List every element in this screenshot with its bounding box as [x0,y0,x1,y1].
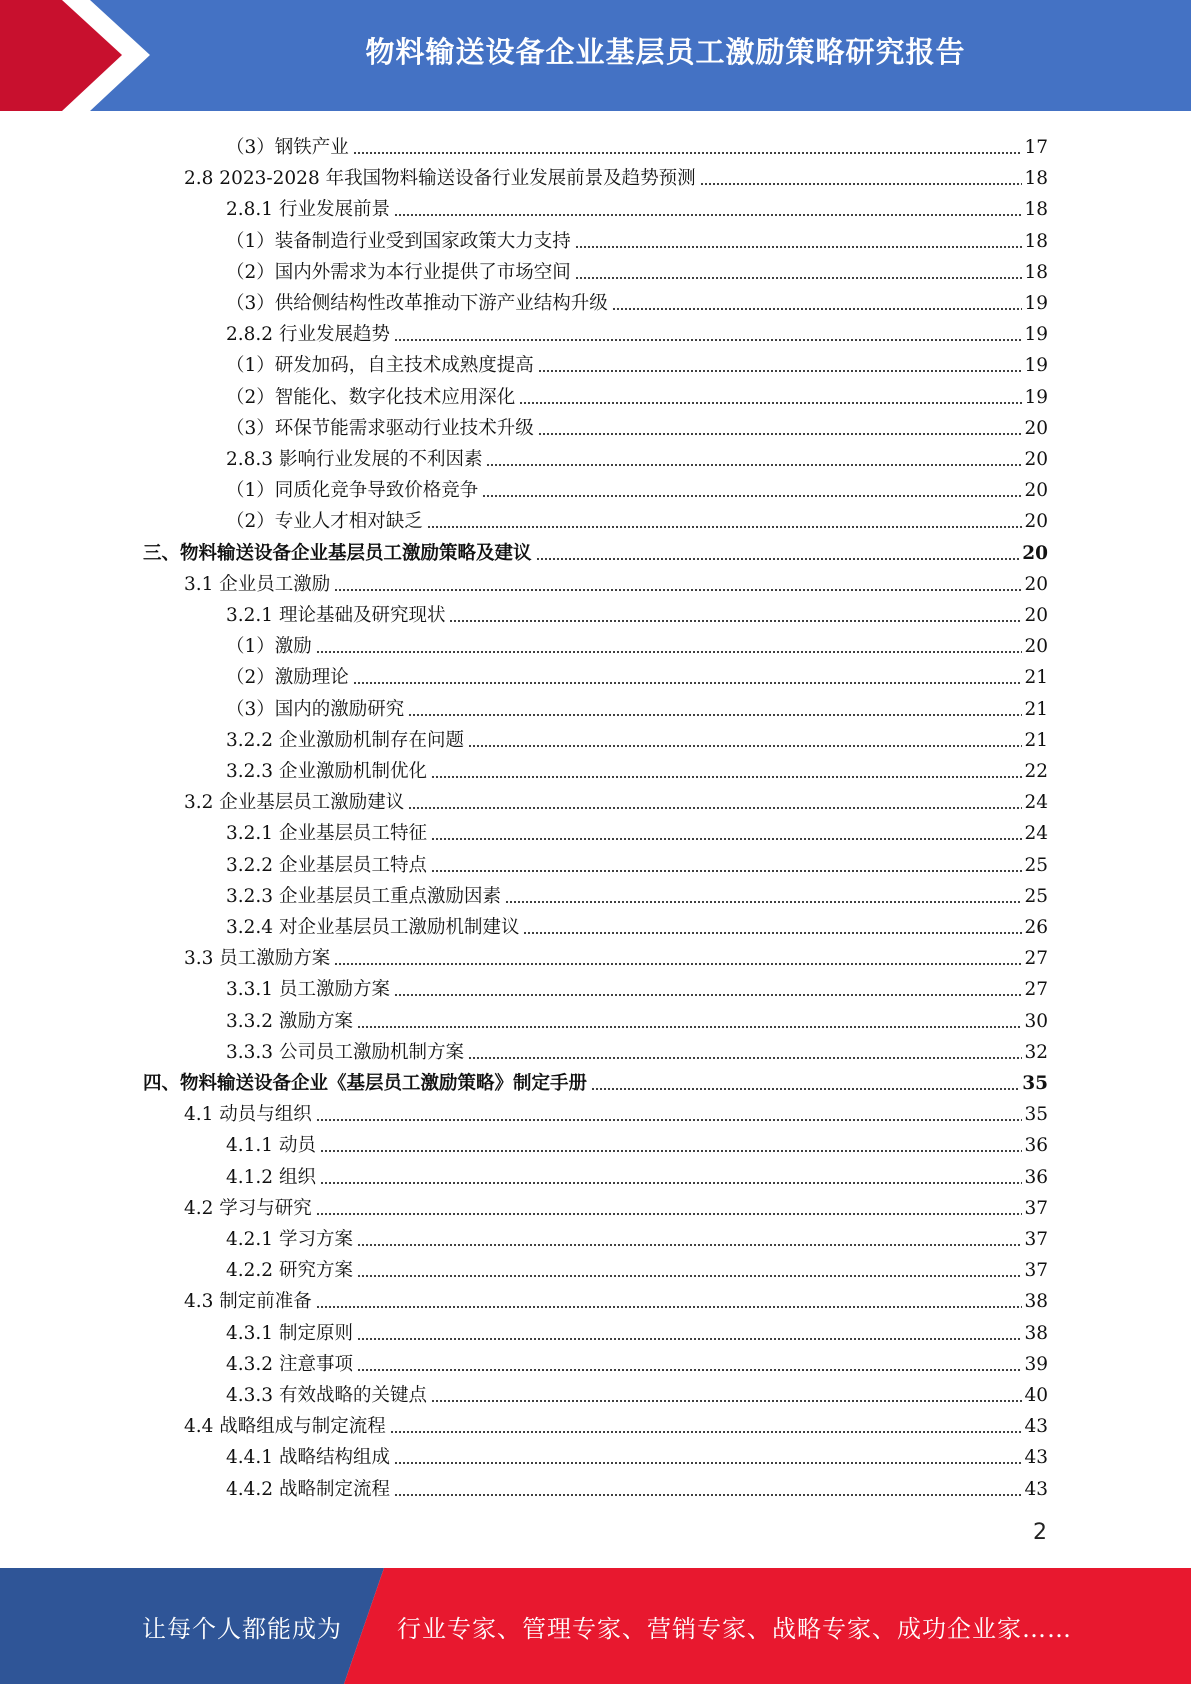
toc-entry-label: 3.2.2 企业基层员工特点 [226,854,427,876]
page-header [0,0,1191,111]
toc-entry-page: 25 [1024,885,1048,907]
toc-entry-page: 27 [1024,948,1048,970]
toc-entry[interactable] [226,1345,1048,1376]
toc-entry[interactable] [226,970,1048,1001]
toc-entry-page: 20 [1024,636,1048,658]
toc-dot-leader [334,963,1022,965]
toc-dot-leader [334,589,1022,591]
toc-dot-leader [316,1119,1023,1121]
toc-dot-leader [394,214,1022,216]
toc-dot-leader [431,870,1022,872]
toc-dot-leader [394,1462,1022,1464]
toc-entry[interactable] [226,721,1048,752]
toc-entry-label: 4.2.2 研究方案 [226,1260,353,1282]
toc-entry-label: （1）研发加码，自主技术成熟度提高 [226,355,534,377]
toc-entry-label: 四、物料输送设备企业《基层员工激励策略》制定手册 [143,1073,588,1094]
toc-entry-page: 18 [1024,230,1048,252]
toc-entry-page: 19 [1024,355,1048,377]
toc-dot-leader [536,558,1021,560]
toc-dot-leader [468,745,1022,747]
toc-entry[interactable] [184,1282,1048,1313]
toc-entry[interactable] [226,877,1048,908]
toc-entry-label: （3）环保节能需求驱动行业技术升级 [226,417,534,439]
toc-dot-leader [538,370,1023,372]
toc-dot-leader [357,1244,1023,1246]
toc-entry-label: 3.2.1 企业基层员工特征 [226,823,427,845]
toc-entry-page: 20 [1024,449,1048,470]
toc-entry-page: 35 [1022,1073,1048,1094]
toc-entry[interactable] [226,627,1048,658]
toc-entry-label: （2）专业人才相对缺乏 [226,511,423,533]
toc-entry[interactable] [226,378,1048,409]
toc-entry-page: 18 [1024,168,1048,190]
toc-dot-leader [394,994,1022,996]
footer-slogan-left: 让每个人都能成为 [142,1614,342,1643]
toc-entry-page: 18 [1024,199,1048,221]
toc-dot-leader [353,152,1023,154]
toc-entry[interactable] [226,1033,1048,1064]
toc-dot-leader [320,1150,1023,1152]
toc-entry-label: 3.2.3 企业激励机制优化 [226,761,427,782]
toc-entry-label: 3.2.4 对企业基层员工激励机制建议 [226,917,520,938]
toc-dot-leader [357,1338,1023,1340]
toc-dot-leader [320,1182,1023,1184]
toc-entry[interactable] [184,565,1048,596]
toc-entry-page: 35 [1024,1104,1048,1126]
toc-entry-page: 43 [1024,1478,1048,1500]
toc-entry-page: 24 [1024,792,1048,814]
toc-dot-leader [486,464,1022,466]
toc-entry-label: （3）国内的激励研究 [226,698,405,720]
toc-entry-page: 19 [1024,293,1048,314]
toc-entry-label: （1）激励 [226,636,312,658]
toc-entry[interactable] [184,939,1048,970]
toc-entry[interactable] [143,534,1048,565]
toc-entry-label: （3）供给侧结构性改革推动下游产业结构升级 [226,293,608,314]
toc-dot-leader [700,183,1023,185]
toc-entry-page: 39 [1024,1353,1048,1375]
toc-entry-page: 36 [1024,1166,1048,1188]
toc-entry[interactable] [226,658,1048,689]
toc-entry-page: 20 [1024,417,1048,439]
toc-dot-leader [353,682,1023,684]
toc-entry-label: 2.8.2 行业发展趋势 [226,324,390,346]
toc-entry-page: 43 [1024,1447,1048,1469]
toc-entry[interactable] [226,190,1048,221]
toc-entry-label: （3）钢铁产业 [226,137,349,158]
toc-entry-label: 4.1 动员与组织 [184,1104,312,1126]
toc-entry-page: 17 [1024,137,1048,158]
toc-entry[interactable] [184,783,1048,814]
toc-entry-page: 20 [1024,511,1048,533]
toc-entry-page: 36 [1024,1135,1048,1157]
toc-entry-label: （1）同质化竞争导致价格竞争 [226,480,479,502]
toc-entry-label: 2.8 2023-2028 年我国物料输送设备行业发展前景及趋势预测 [184,168,696,190]
toc-dot-leader [357,1275,1023,1277]
toc-entry-label: （2）智能化、数字化技术应用深化 [226,386,516,408]
toc-entry-page: 32 [1024,1041,1048,1063]
toc-entry-page: 24 [1024,823,1048,845]
toc-entry-label: 4.3.2 注意事项 [226,1353,353,1375]
toc-entry[interactable] [226,502,1048,533]
toc-entry-label: 4.4.1 战略结构组成 [226,1447,390,1469]
toc-dot-leader [357,1369,1023,1371]
toc-entry-label: 4.4.2 战略制定流程 [226,1478,390,1500]
footer-slogan-right: 行业专家、管理专家、营销专家、战略专家、成功企业家…… [397,1614,1072,1643]
toc-entry[interactable] [226,690,1048,721]
toc-entry[interactable] [226,1220,1048,1251]
toc-entry[interactable] [184,159,1048,190]
toc-entry-page: 22 [1024,761,1048,782]
toc-entry-page: 21 [1024,667,1048,689]
toc-dot-leader [431,1400,1022,1402]
toc-entry-page: 20 [1024,573,1048,595]
toc-dot-leader [394,1494,1022,1496]
page-footer [0,1568,1191,1684]
toc-entry[interactable] [226,814,1048,845]
toc-entry[interactable] [226,1002,1048,1033]
toc-dot-leader [519,402,1022,404]
toc-entry-label: 3.3.2 激励方案 [226,1010,353,1032]
toc-dot-leader [575,277,1023,279]
toc-entry-label: 2.8.3 影响行业发展的不利因素 [226,449,483,470]
toc-entry-page: 38 [1024,1322,1048,1344]
toc-dot-leader [394,339,1022,341]
toc-entry-label: 4.2 学习与研究 [184,1197,312,1219]
toc-dot-leader [482,495,1022,497]
toc-dot-leader [612,308,1023,310]
toc-dot-leader [408,714,1022,716]
toc-entry[interactable] [226,346,1048,377]
toc-entry-page: 40 [1024,1385,1048,1406]
toc-entry-label: 3.2.1 理论基础及研究现状 [226,605,446,626]
toc-entry-label: 4.3.3 有效战略的关键点 [226,1385,427,1406]
toc-entry-label: 3.1 企业员工激励 [184,573,331,595]
toc-entry-label: 4.1.1 动员 [226,1135,316,1157]
toc-entry-page: 19 [1024,386,1048,408]
toc-entry[interactable] [184,1095,1048,1126]
toc-entry[interactable] [226,752,1048,783]
toc-dot-leader [316,651,1023,653]
toc-entry-label: （2）激励理论 [226,667,349,689]
toc-dot-leader [357,1026,1023,1028]
toc-entry[interactable] [226,128,1048,159]
toc-entry-label: 4.2.1 学习方案 [226,1229,353,1250]
toc-entry-label: 3.3 员工激励方案 [184,948,331,970]
toc-entry[interactable] [226,1251,1048,1282]
toc-entry-label: 4.3 制定前准备 [184,1291,312,1313]
toc-entry[interactable] [226,253,1048,284]
toc-entry-page: 37 [1024,1229,1048,1250]
toc-entry-page: 21 [1024,729,1048,751]
toc-entry[interactable] [226,409,1048,440]
toc-entry[interactable] [226,1314,1048,1345]
toc-entry-label: （2）国内外需求为本行业提供了市场空间 [226,261,571,283]
toc-entry[interactable] [226,471,1048,502]
toc-entry-page: 43 [1024,1416,1048,1438]
toc-dot-leader [427,526,1023,528]
toc-entry[interactable] [226,284,1048,315]
toc-dot-leader [449,620,1022,622]
toc-entry[interactable] [226,1126,1048,1157]
toc-entry-page: 21 [1024,698,1048,720]
toc-entry-page: 37 [1024,1197,1048,1219]
toc-entry[interactable] [143,1064,1048,1095]
toc-dot-leader [468,1057,1022,1059]
toc-entry-label: 4.3.1 制定原则 [226,1322,353,1344]
toc-entry-page: 38 [1024,1291,1048,1313]
toc-entry[interactable] [184,1189,1048,1220]
toc-entry[interactable] [226,440,1048,471]
toc-entry[interactable] [226,1376,1048,1407]
toc-dot-leader [431,838,1022,840]
toc-entry[interactable] [226,908,1048,939]
toc-entry-label: 4.4 战略组成与制定流程 [184,1416,386,1438]
toc-entry-page: 18 [1024,261,1048,283]
toc-entry-page: 27 [1024,979,1048,1001]
toc-entry[interactable] [226,1470,1048,1501]
toc-dot-leader [408,807,1022,809]
toc-entry-label: 3.2 企业基层员工激励建议 [184,792,405,814]
toc-entry-page: 26 [1024,917,1048,938]
toc-entry-page: 20 [1022,542,1048,564]
toc-entry-page: 20 [1024,605,1048,626]
toc-dot-leader [390,1431,1023,1433]
toc-entry-label: 2.8.1 行业发展前景 [226,199,390,221]
toc-entry-page: 37 [1024,1260,1048,1282]
toc-dot-leader [575,246,1023,248]
toc-entry-label: （1）装备制造行业受到国家政策大力支持 [226,230,571,252]
page-number: 2 [1033,1520,1047,1545]
toc-dot-leader [505,901,1022,903]
toc-entry[interactable] [226,1438,1048,1469]
toc-entry-label: 三、物料输送设备企业基层员工激励策略及建议 [143,542,532,564]
toc-dot-leader [316,1306,1023,1308]
toc-entry[interactable] [226,222,1048,253]
toc-entry-page: 19 [1024,324,1048,346]
toc-entry-label: 4.1.2 组织 [226,1166,316,1188]
toc-entry-label: 3.3.1 员工激励方案 [226,979,390,1001]
toc-entry-label: 3.2.3 企业基层员工重点激励因素 [226,885,501,907]
toc-entry-label: 3.2.2 企业激励机制存在问题 [226,729,464,751]
toc-dot-leader [538,433,1023,435]
toc-entry-label: 3.3.3 公司员工激励机制方案 [226,1041,464,1063]
toc-entry-page: 20 [1024,480,1048,502]
toc-entry[interactable] [226,596,1048,627]
report-title: 物料输送设备企业基层员工激励策略研究报告 [365,34,966,69]
toc-dot-leader [523,932,1022,934]
toc-dot-leader [591,1088,1020,1090]
toc-entry[interactable] [226,315,1048,346]
toc-dot-leader [316,1213,1023,1215]
toc-entry-page: 25 [1024,854,1048,876]
toc-dot-leader [431,776,1022,778]
toc-entry[interactable] [184,1407,1048,1438]
toc-entry-page: 30 [1024,1010,1048,1032]
toc-entry[interactable] [226,846,1048,877]
toc-entry[interactable] [226,1158,1048,1189]
